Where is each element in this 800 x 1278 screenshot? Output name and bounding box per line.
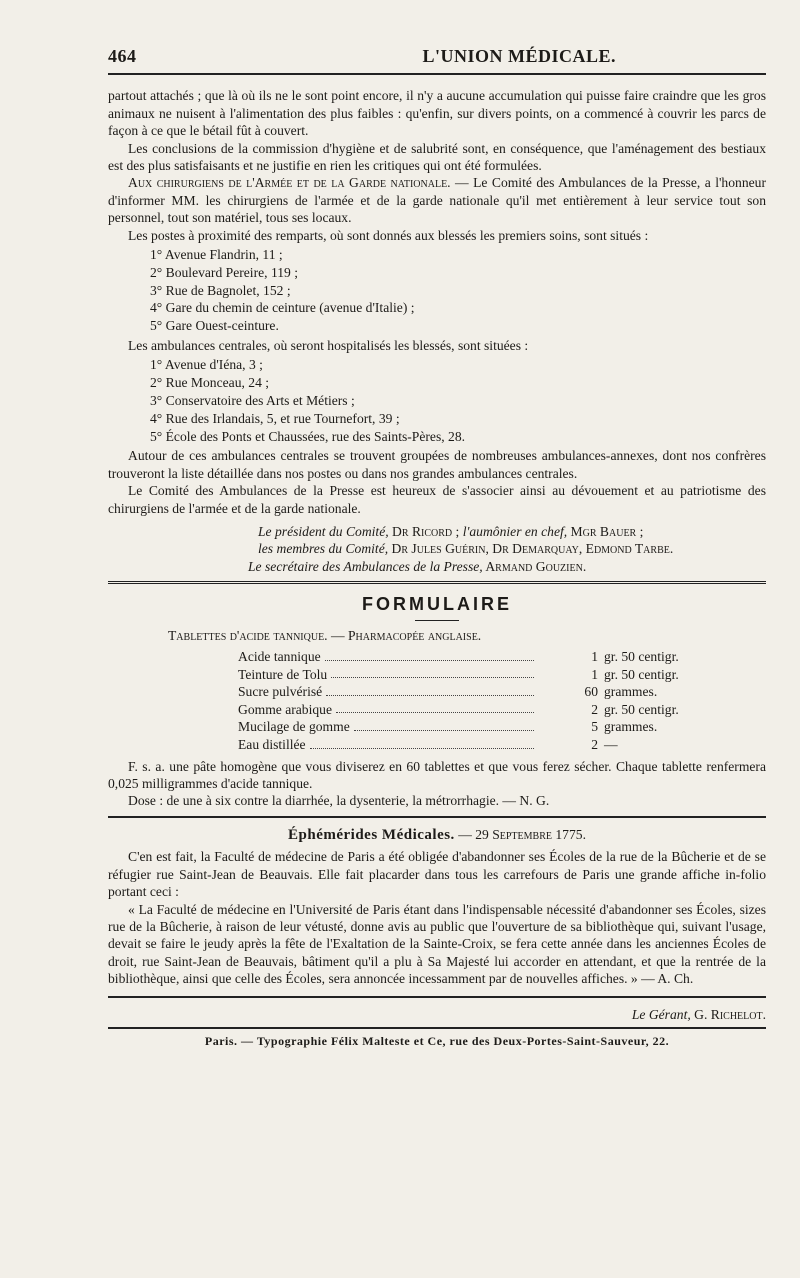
intro-paragraph-1: partout attachés ; que là où ils ne le sont point encore, il n'y a aucune accumulation qui puisse faire craindre que les gros animaux ne nuisent à l'alimentation des plus faibles : qu'enfin, sur divers points, on a commencé à couvrir les parcs de façon à ce que le bétail fût à couvert. [108,88,766,139]
formulaire-rule [415,620,459,621]
list-item: 4° Gare du chemin de ceinture (avenue d'Italie) ; [150,300,415,316]
page-number: 464 [108,46,137,66]
intro-section [108,87,766,174]
list-item: 1° Avenue Flandrin, 11 ; [150,247,283,263]
centrales-list [150,356,766,445]
ingredient-row: Acide tannique 1 gr. 50 centigr. [238,649,679,665]
signature-secretaire: Le secrétaire des Ambulances de la Presse, Armand Gouzien. [248,558,587,574]
formulaire-dose: Dose : de une à six contre la diarrhée, la dysenterie, la métrorrhagie. — N. G. [128,793,550,809]
list-item: 2° Rue Monceau, 24 ; [150,375,270,391]
section-rule [108,581,766,584]
ephemerides-paragraph-2: « La Faculté de médecine en l'Université de Paris étant dans l'indispensable nécessité d'abandonner ses Écoles, sizes rue de la Bûcherie, à raison de leur vétusté, donne avis au public que l'ouverture de sa bibliothèque qui, suivant l'usage, devait se faire le jeudy après la fête de l'Exaltation de la Sainte-Croix, se fera cette année dans les anciennes Écoles de droit, rue Saint-Jean de Beauvais, bâtiment qu'il a plu à Sa Majesté lui accorder en attendant, et que la rentrée de la bibliothèque, ainsi que celle des Écoles, sera annoncée incessamment par de nouvelles affiches. » — A. Ch. [108,901,766,987]
ingredient-row: Gomme arabique 2 gr. 50 centigr. [238,701,679,717]
comite-paragraph: Le Comité des Ambulances de la Presse est heureux de s'associer ainsi au dévouement et au patriotisme des chirurgiens de l'armée et de la garde nationale. [108,483,766,516]
list-item: 5° Gare Ouest-ceinture. [150,318,279,334]
ingredient-row: Eau distillée 2 — [238,737,618,753]
formulaire-section [108,596,766,810]
ingredient-row: Mucilage de gomme 5 grammes. [238,719,658,735]
intro-paragraph-2: Les conclusions de la commission d'hygiène et de salubrité sont, en conséquence, que l'aménagement des bestiaux est des plus satisfaisants et ne justifie en rien les critiques qui ont été formulées. [108,140,766,174]
gerant-signature: Le Gérant, G. Richelot. [631,1006,766,1022]
ambulances-section [108,174,766,575]
ingredients-list [238,648,766,754]
ambulances-heading: Aux chirurgiens de l'Armée et de la Garde nationale. [128,175,451,191]
ingredient-row: Sucre pulvérisé 60 grammes. [238,684,658,700]
ephemerides-paragraph-1: C'en est fait, la Faculté de médecine de Paris a été obligée d'abandonner ses Écoles de la rue de la Bûcherie et de se réfugier rue Saint-Jean de Beauvais. Elle fait placarder dans tous les carrefours de Paris une grande affiche in-folio portant ceci : [108,849,766,900]
centrales-intro: Les ambulances centrales, où seront hospitalisés les blessés, sont situées : [128,338,529,354]
list-item: 3° Rue de Bagnolet, 152 ; [150,282,291,298]
postes-intro: Les postes à proximité des remparts, où sont donnés aux blessés les premiers soins, sont situés : [128,227,649,243]
signature-membres: les membres du Comité, Dr Jules Guérin, Dr Demarquay, Edmond Tarbe. [258,541,674,557]
journal-title: L'UNION MÉDICALE. [422,46,616,66]
ephemerides-title: Éphémérides Médicales. [288,826,455,843]
list-item: 3° Conservatoire des Arts et Métiers ; [150,393,355,409]
list-item: 5° École des Ponts et Chaussées, rue des Saints-Pères, 28. [150,428,466,444]
printer-imprint: Paris. — Typographie Félix Malteste et Ce, rue des Deux-Portes-Saint-Sauveur, 22. [204,1033,670,1048]
signature-president: Le président du Comité, Dr Ricord ; l'aumônier en chef, Mgr Bauer ; [258,524,644,540]
annexes-paragraph: Autour de ces ambulances centrales se trouvent groupées de nombreuses ambulances-annexes, dont nos confrères trouveront la liste détaillée dans nos postes ou dans nos grandes ambulances centrales. [108,448,766,481]
page-header [108,48,766,65]
postes-list [150,246,766,335]
formulaire-title: FORMULAIRE [362,594,512,615]
list-item: 4° Rue des Irlandais, 5, et rue Tournefort, 39 ; [150,410,400,426]
ambulances-paragraph-1: — Le Comité des Ambulances de la Presse, a l'honneur d'informer MM. les chirurgiens de l'armée et de la garde nationale qu'il met entièrement à leur service tout son personnel, tout son matériel, tous ses locaux. [108,175,766,226]
section-rule [108,816,766,818]
footer-rule [108,996,766,998]
list-item: 2° Boulevard Pereire, 119 ; [150,264,299,280]
ephemerides-heading [108,826,766,844]
formulaire-instructions: F. s. a. une pâte homogène que vous diviserez en 60 tablettes et que vous ferez sécher. Chaque tablette renfermera 0,025 milligrammes d'acide tannique. [108,758,766,792]
ephemerides-date: — 29 Septembre 1775. [458,826,586,842]
ingredient-row: Teinture de Tolu 1 gr. 50 centigr. [238,666,679,682]
header-rule [108,73,766,75]
footer-rule [108,1027,766,1029]
ephemerides-section [108,826,766,988]
formulaire-heading: Tablettes d'acide tannique. — Pharmacopée anglaise. [168,627,482,643]
list-item: 1° Avenue d'Iéna, 3 ; [150,357,263,373]
